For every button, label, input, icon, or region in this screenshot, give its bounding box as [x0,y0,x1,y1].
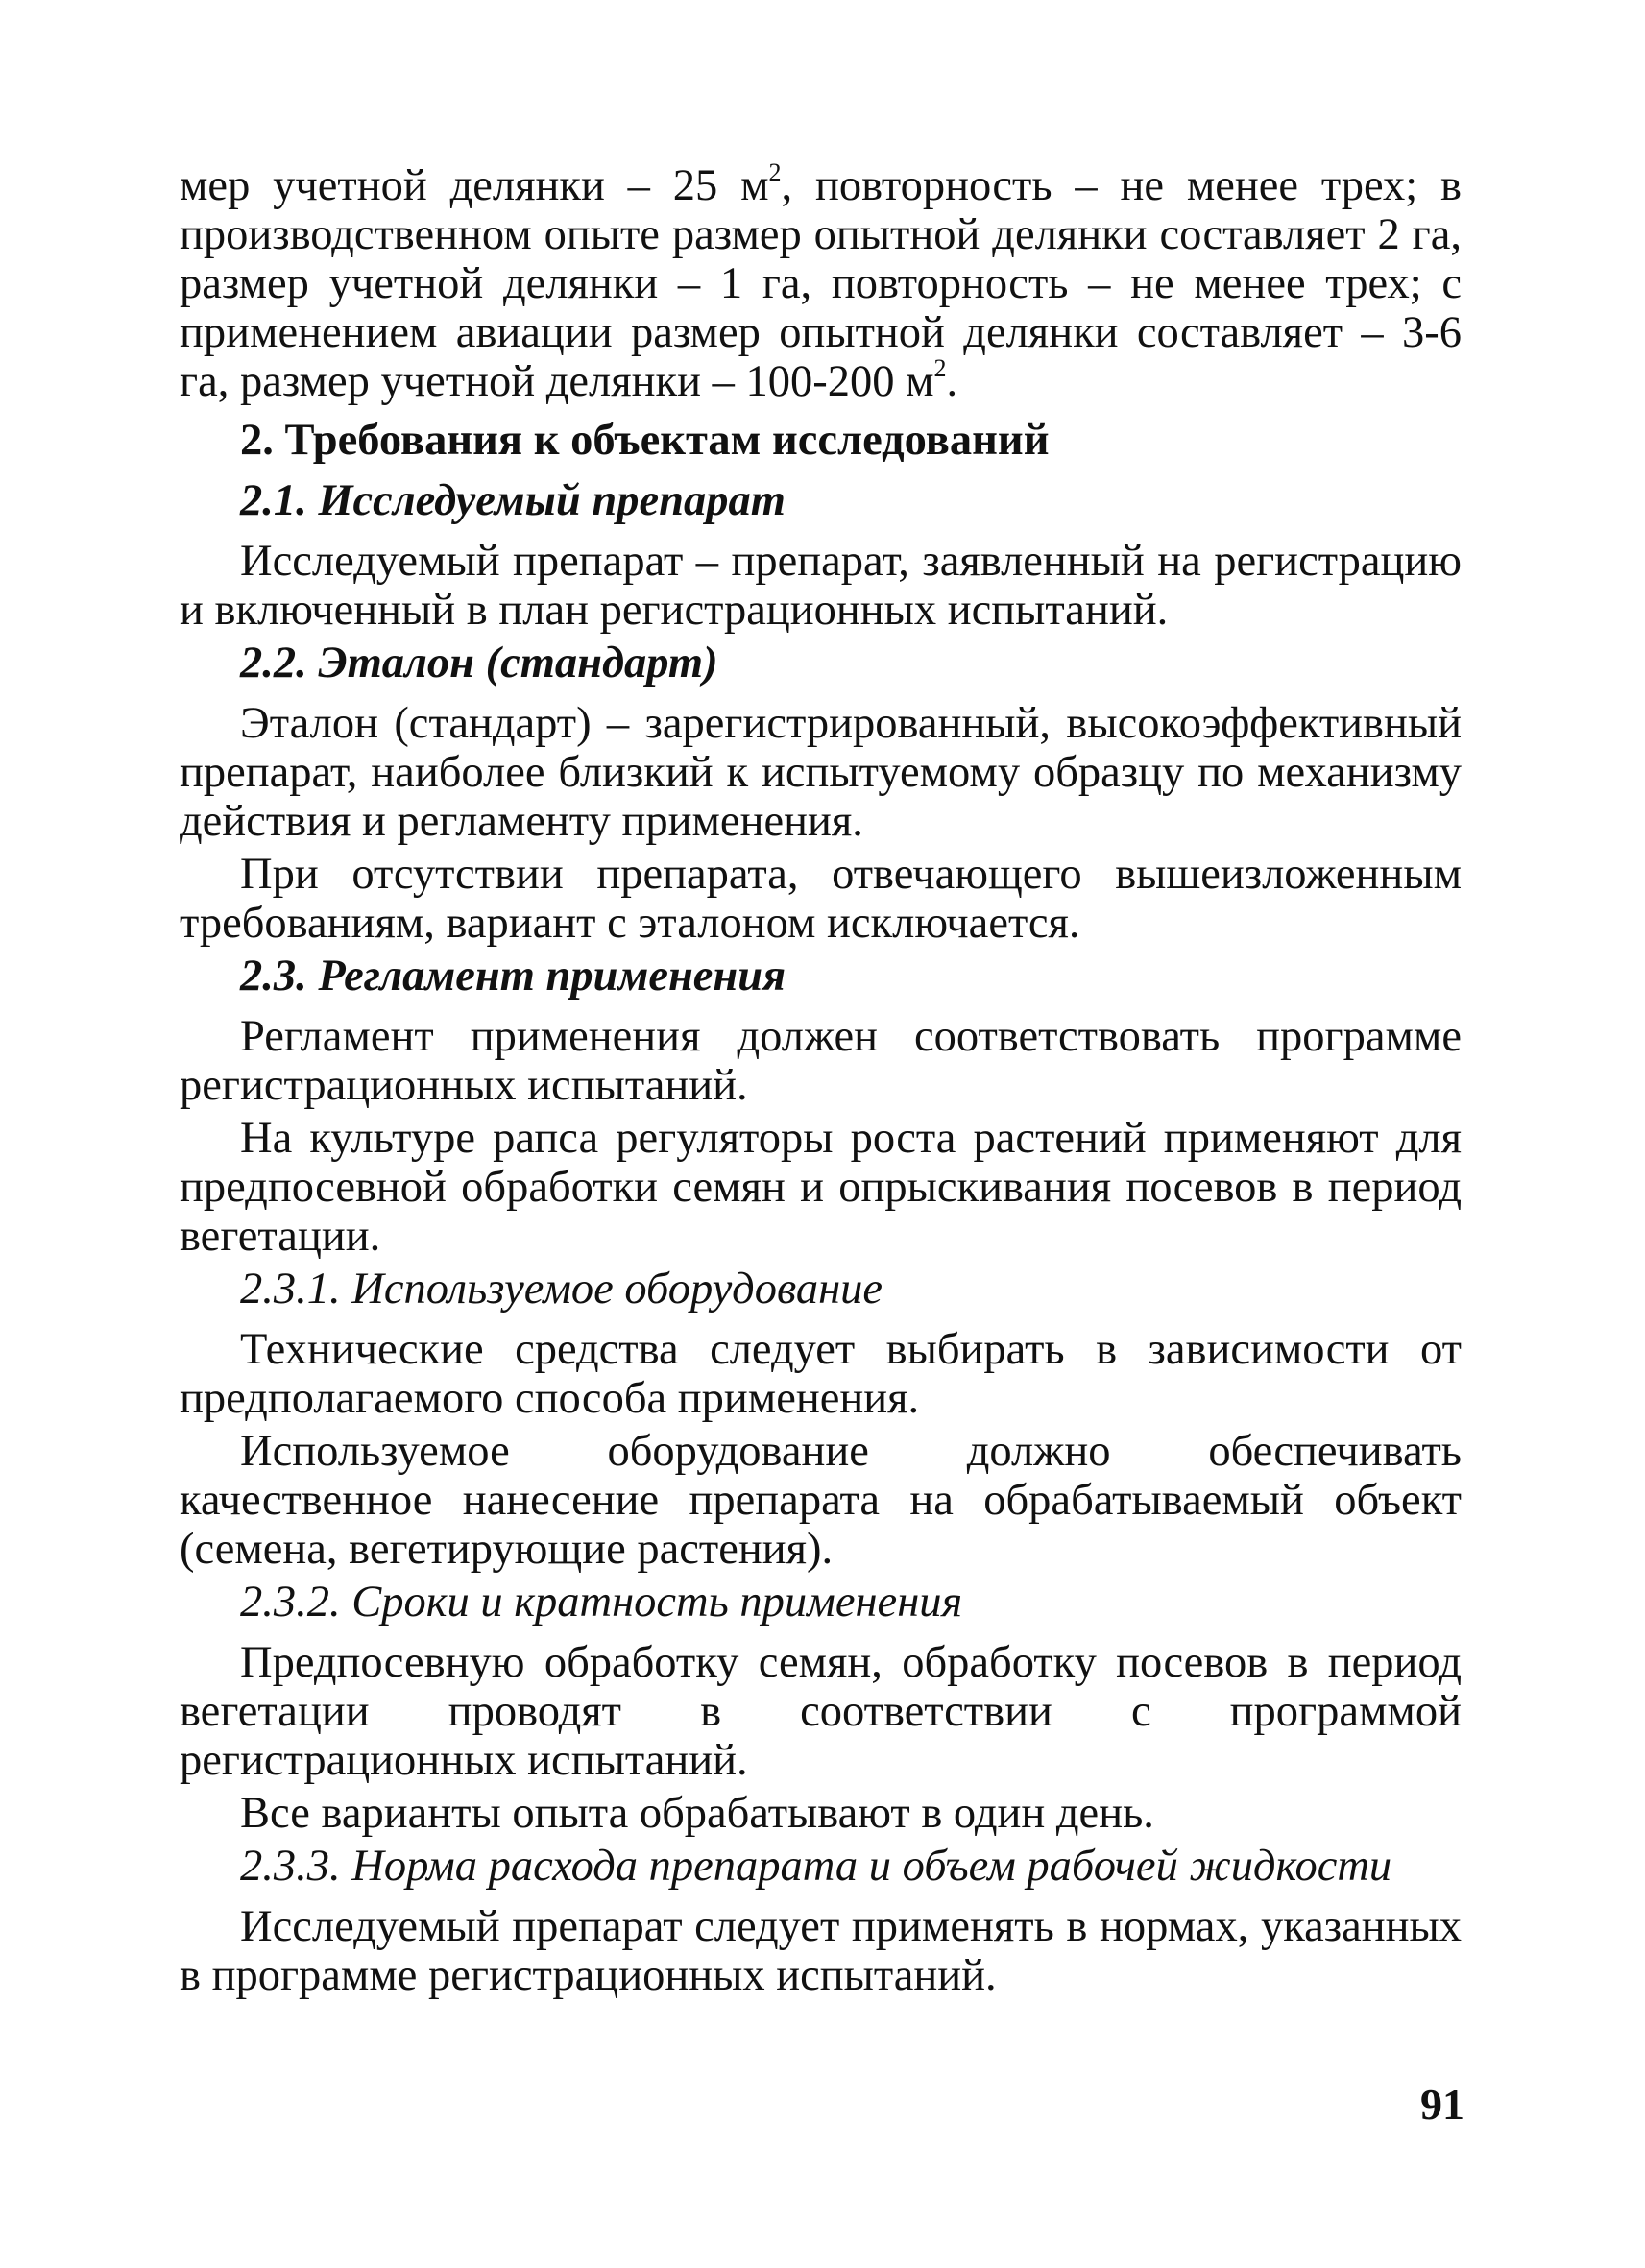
intro-paragraph [180,157,1463,406]
section-2-3-2-paragraph-1: Предпосевную обработку семян, обработку посевов в период вегетации проводят в соответствии с программой регистрационных испытаний. [180,1638,1462,1785]
intro-text-a: мер учетной делянки – 25 м [180,161,769,210]
section-2-3-3-heading: 2.3.3. Норма расхода препарата и объем рабочей жидкости [240,1842,1392,1891]
section-2-3-paragraph-1: Регламент применения должен соответствовать программе регистрационных испытаний. [180,1012,1462,1110]
section-2-1-paragraph-1: Исследуемый препарат – препарат, заявленный на регистрацию и включенный в план регистрационных испытаний. [180,537,1462,635]
intro-text-c: . [946,357,958,406]
section-2-3-heading: 2.3. Регламент применения [240,952,786,1001]
page-number: 91 [1420,2080,1464,2129]
intro-superscript-a: 2 [768,157,782,186]
section-2-3-2-paragraph-2: Все варианты опыта обрабатывают в один день. [240,1789,1154,1838]
section-2-3-paragraph-2: На культуре рапса регуляторы роста растений применяют для предпосевной обработки семян и опрыскивания посевов в период вегетации. [180,1114,1462,1261]
section-2-3-3-paragraph-1: Исследуемый препарат следует применять в нормах, указанных в программе регистрационных испытаний. [180,1902,1462,2000]
intro-superscript-b: 2 [933,353,947,382]
section-2-heading: 2. Требования к объектам исследований [240,416,1050,465]
section-2-3-1-heading: 2.3.1. Используемое оборудование [240,1265,883,1314]
section-2-2-paragraph-1: Эталон (стандарт) – зарегистрированный, высокоэффективный препарат, наиболее близкий к испытуемому образцу по механизму действия и регламенту применения. [180,699,1462,846]
section-2-3-1-paragraph-1: Технические средства следует выбирать в зависимости от предполагаемого способа применения. [180,1325,1462,1423]
section-2-3-2-heading: 2.3.2. Сроки и кратность применения [240,1578,963,1627]
page-content [180,157,1463,2004]
intro-text-b: , повторность – не менее трех; в производственном опыте размер опытной делянки составляет 2 га, размер учетной делянки – 1 га, повторность – не менее трех; с применением авиации размер опытной делянки составляет – 3-6 га, размер учетной делянки – 100-200 м [180,161,1463,406]
section-2-1-heading: 2.1. Исследуемый препарат [240,476,786,525]
section-2-2-heading: 2.2. Эталон (стандарт) [240,639,718,688]
section-2-3-1-paragraph-2: Используемое оборудование должно обеспечивать качественное нанесение препарата на обрабатываемый объект (семена, вегетирующие растения). [180,1427,1462,1574]
section-2-2-paragraph-2: При отсутствии препарата, отвечающего вышеизложенным требованиям, вариант с эталоном исключается. [180,850,1462,948]
